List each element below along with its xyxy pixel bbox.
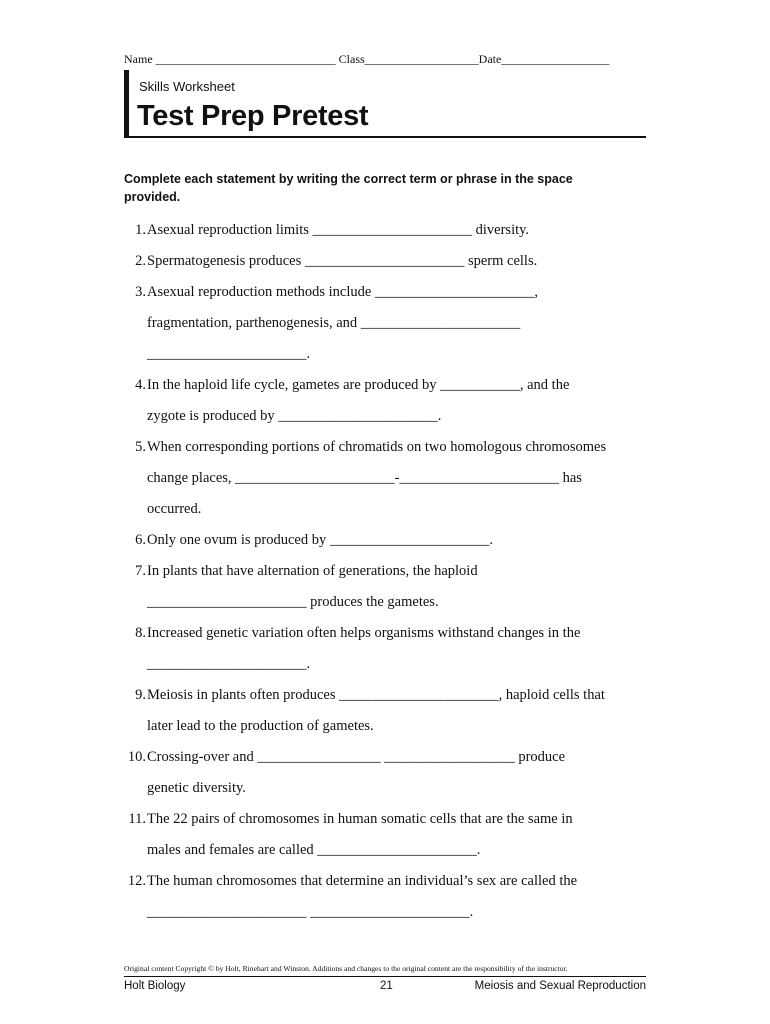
question-number: 10. [127, 749, 146, 765]
name-class-date-line: Name ______________________________ Class___________________Date__________________ [124, 52, 610, 66]
question-number: 3. [135, 284, 146, 300]
question-number: 6. [135, 532, 146, 548]
page-title: Test Prep Pretest [137, 100, 369, 132]
question-text-line: zygote is produced by ______________________. [147, 408, 442, 424]
question-text-line: Meiosis in plants often produces ______________________, haploid cells that [147, 687, 605, 703]
footer-chapter: Meiosis and Sexual Reproduction [474, 980, 646, 992]
question-item [124, 618, 654, 680]
question-text-line: ______________________. [147, 346, 311, 362]
question-item [124, 432, 654, 525]
question-number: 11. [128, 811, 146, 827]
question-text-line: ______________________ produces the gametes. [147, 594, 439, 610]
title-block [124, 70, 646, 138]
question-text-line: In plants that have alternation of generations, the haploid [147, 563, 478, 579]
question-number: 1. [135, 222, 146, 238]
page-number: 21 [380, 980, 393, 992]
question-text-line: fragmentation, parthenogenesis, and ______________________ [147, 315, 521, 331]
footer-course: Holt Biology [124, 980, 186, 992]
question-item [124, 277, 654, 370]
question-number: 8. [135, 625, 146, 641]
question-item [124, 556, 654, 618]
footer-divider [124, 976, 646, 977]
question-item [124, 680, 654, 742]
question-item [124, 215, 654, 246]
question-text-line: change places, ______________________-______________________ has [147, 470, 582, 486]
copyright-notice: Original content Copyright © by Holt, Rinehart and Winston. Additions and changes to the original content are the responsibility of the instructor. [124, 964, 568, 973]
question-text-line: In the haploid life cycle, gametes are produced by ___________, and the [147, 377, 570, 393]
question-text-line: Asexual reproduction limits ______________________ diversity. [147, 222, 530, 238]
question-item [124, 866, 654, 928]
question-number: 4. [135, 377, 146, 393]
question-text-line: Asexual reproduction methods include ______________________, [147, 284, 539, 300]
question-list [124, 215, 654, 928]
question-number: 12. [127, 873, 146, 889]
question-text-line: Only one ovum is produced by ______________________. [147, 532, 493, 548]
question-text-line: Spermatogenesis produces ______________________ sperm cells. [147, 253, 538, 269]
question-item [124, 246, 654, 277]
question-text-line: When corresponding portions of chromatids on two homologous chromosomes [147, 439, 607, 455]
question-item [124, 525, 654, 556]
instructions: Complete each statement by writing the correct term or phrase in the space provided. [124, 172, 573, 204]
question-text-line: ______________________. [147, 656, 311, 672]
question-text-line: ______________________ ______________________. [147, 904, 474, 920]
question-text-line: males and females are called ______________________. [147, 842, 481, 858]
page-footer [124, 980, 646, 996]
question-text-line: Increased genetic variation often helps organisms withstand changes in the [147, 625, 581, 641]
question-item [124, 370, 654, 432]
question-number: 9. [135, 687, 146, 703]
question-number: 2. [135, 253, 146, 269]
worksheet-subtitle: Skills Worksheet [139, 79, 235, 94]
question-text-line: The human chromosomes that determine an individual’s sex are called the [147, 873, 578, 889]
question-text-line: genetic diversity. [147, 780, 246, 796]
question-text-line: later lead to the production of gametes. [147, 718, 374, 734]
question-number: 7. [135, 563, 146, 579]
question-text-line: The 22 pairs of chromosomes in human somatic cells that are the same in [147, 811, 573, 827]
question-item [124, 742, 654, 804]
question-text-line: Crossing-over and _________________ __________________ produce [147, 749, 566, 765]
question-item [124, 804, 654, 866]
question-text-line: occurred. [147, 501, 202, 517]
question-number: 5. [135, 439, 146, 455]
